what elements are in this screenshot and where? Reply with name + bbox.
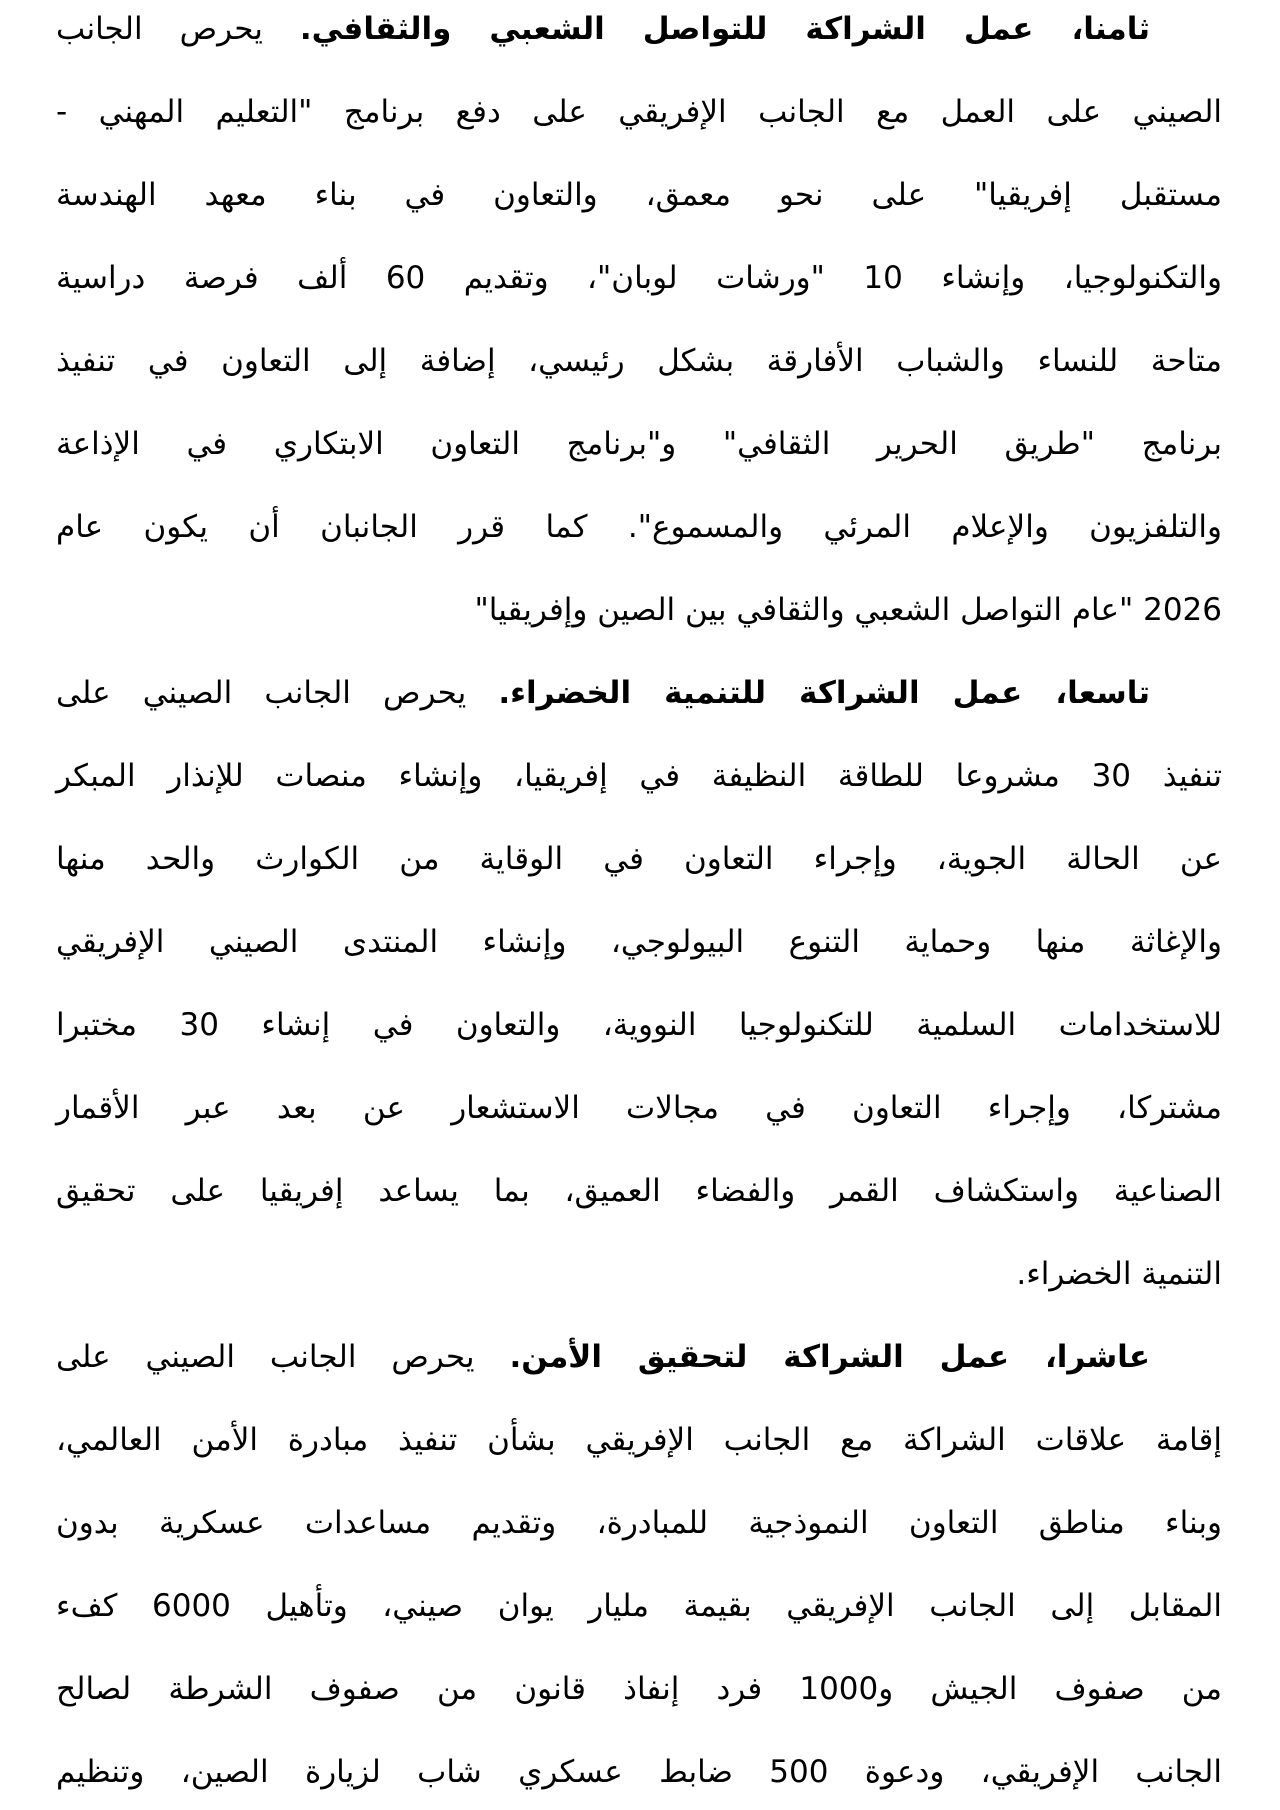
text-line: للاستخدامات السلمية للتكنولوجيا النووية، والتعاون في إنشاء 30 مختبرا xyxy=(56,1007,1222,1043)
text-line: برنامج "طريق الحرير الثقافي" و"برنامج التعاون الابتكاري في الإذاعة xyxy=(56,426,1222,462)
text-line: متاحة للنساء والشباب الأفارقة بشكل رئيسي، إضافة إلى التعاون في تنفيذ xyxy=(56,343,1222,379)
document-body xyxy=(56,0,1222,1810)
text-line: إقامة علاقات الشراكة مع الجانب الإفريقي بشأن تنفيذ مبادرة الأمن العالمي، xyxy=(56,1422,1222,1458)
text-line: من صفوف الجيش و1000 فرد إنفاذ قانون من صفوف الشرطة لصالح xyxy=(56,1671,1223,1707)
text-line: تنفيذ 30 مشروعا للطاقة النظيفة في إفريقيا، وإنشاء منصات للإنذار المبكر xyxy=(56,758,1222,794)
text-line: والإغاثة منها وحماية التنوع البيولوجي، وإنشاء المنتدى الصيني الإفريقي xyxy=(56,924,1222,960)
section-8-lead-text: يحرص الجانب xyxy=(56,11,263,47)
section-10-heading: عاشرا، عمل الشراكة لتحقيق الأمن. xyxy=(509,1339,1151,1375)
section-9-heading: تاسعا، عمل الشراكة للتنمية الخضراء. xyxy=(498,675,1150,711)
text-line: وبناء مناطق التعاون النموذجية للمبادرة، وتقديم مساعدات عسكرية بدون xyxy=(56,1505,1222,1541)
text-line: مستقبل إفريقيا" على نحو معمق، والتعاون في بناء معهد الهندسة xyxy=(56,177,1222,213)
text-line: الصناعية واستكشاف القمر والفضاء العميق، بما يساعد إفريقيا على تحقيق xyxy=(56,1173,1222,1209)
section-8-heading: ثامنا، عمل الشراكة للتواصل الشعبي والثقافي. xyxy=(299,11,1150,47)
section-10-lead-text: يحرص الجانب الصيني على xyxy=(56,1339,475,1375)
paragraph-10-start-line xyxy=(56,1316,1222,1399)
text-line: المقابل إلى الجانب الإفريقي بقيمة مليار يوان صيني، وتأهيل 6000 كفء xyxy=(56,1588,1223,1624)
paragraph-8-start-line xyxy=(56,0,1222,71)
text-line: والتلفزيون والإعلام المرئي والمسموع". كما قرر الجانبان أن يكون عام xyxy=(56,509,1222,545)
text-line: مشتركا، وإجراء التعاون في مجالات الاستشعار عن بعد عبر الأقمار xyxy=(56,1090,1222,1126)
paragraph-9-start-line xyxy=(56,652,1222,735)
paragraph-8-end-line: 2026 "عام التواصل الشعبي والثقافي بين الصين وإفريقيا" xyxy=(474,592,1222,628)
text-line: الجانب الإفريقي، ودعوة 500 ضابط عسكري شاب لزيارة الصين، وتنظيم xyxy=(56,1754,1222,1790)
text-line: والتكنولوجيا، وإنشاء 10 "ورشات لوبان"، وتقديم 60 ألف فرصة دراسية xyxy=(56,260,1222,296)
section-9-lead-text: يحرص الجانب الصيني على xyxy=(56,675,467,711)
text-line: عن الحالة الجوية، وإجراء التعاون في الوقاية من الكوارث والحد منها xyxy=(56,841,1222,877)
text-line: الصيني على العمل مع الجانب الإفريقي على دفع برنامج "التعليم المهني - xyxy=(56,94,1222,130)
paragraph-9-end-line: التنمية الخضراء. xyxy=(1016,1256,1222,1292)
